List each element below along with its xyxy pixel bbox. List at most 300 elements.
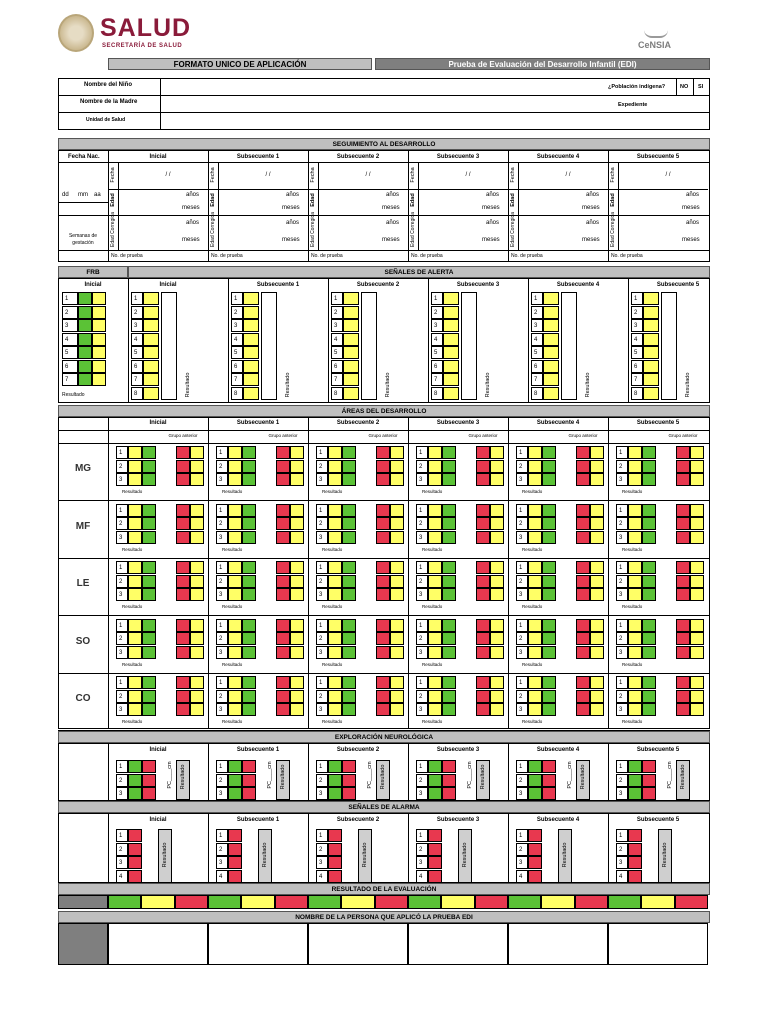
area-prev-yellow[interactable]: [290, 619, 304, 632]
area-yellow[interactable]: [428, 531, 442, 544]
area-yellow[interactable]: [228, 703, 242, 716]
area-yellow[interactable]: [428, 473, 442, 486]
area-yellow[interactable]: [428, 561, 442, 574]
eval-red[interactable]: [675, 895, 708, 909]
area-yellow[interactable]: [128, 588, 142, 601]
area-green[interactable]: [542, 632, 556, 645]
area-yellow[interactable]: [328, 504, 342, 517]
area-yellow[interactable]: [528, 473, 542, 486]
area-red[interactable]: [276, 588, 290, 601]
alert-yellow[interactable]: [243, 319, 259, 332]
frb-yellow[interactable]: [92, 346, 106, 359]
area-yellow[interactable]: [628, 619, 642, 632]
area-green[interactable]: [142, 504, 156, 517]
area-green[interactable]: [642, 676, 656, 689]
area-green[interactable]: [542, 517, 556, 530]
area-red[interactable]: [476, 619, 490, 632]
area-green[interactable]: [642, 446, 656, 459]
area-red[interactable]: [376, 473, 390, 486]
area-green[interactable]: [242, 632, 256, 645]
area-green[interactable]: [142, 460, 156, 473]
area-yellow[interactable]: [328, 703, 342, 716]
applicant-name-field[interactable]: [608, 923, 708, 965]
alert-yellow[interactable]: [343, 346, 359, 359]
area-yellow[interactable]: [628, 473, 642, 486]
area-prev-yellow[interactable]: [590, 703, 604, 716]
alert-yellow[interactable]: [343, 292, 359, 305]
area-red[interactable]: [676, 561, 690, 574]
area-prev-yellow[interactable]: [690, 446, 704, 459]
area-yellow[interactable]: [328, 575, 342, 588]
area-green[interactable]: [242, 588, 256, 601]
area-green[interactable]: [542, 460, 556, 473]
area-yellow[interactable]: [128, 632, 142, 645]
alert-yellow[interactable]: [343, 319, 359, 332]
area-red[interactable]: [176, 575, 190, 588]
seg-date-field[interactable]: / /: [365, 172, 371, 178]
area-prev-yellow[interactable]: [190, 676, 204, 689]
alarm-red[interactable]: [128, 829, 142, 842]
area-yellow[interactable]: [528, 446, 542, 459]
area-green[interactable]: [542, 561, 556, 574]
area-green[interactable]: [442, 619, 456, 632]
alert-yellow[interactable]: [143, 360, 159, 373]
alert-yellow[interactable]: [643, 387, 659, 400]
area-red[interactable]: [276, 504, 290, 517]
frb-yellow[interactable]: [92, 319, 106, 332]
area-green[interactable]: [642, 646, 656, 659]
area-red[interactable]: [476, 531, 490, 544]
area-red[interactable]: [676, 517, 690, 530]
area-green[interactable]: [342, 531, 356, 544]
area-green[interactable]: [542, 588, 556, 601]
area-prev-yellow[interactable]: [290, 676, 304, 689]
area-red[interactable]: [376, 703, 390, 716]
alert-yellow[interactable]: [343, 306, 359, 319]
neuro-green[interactable]: [628, 760, 642, 773]
area-prev-yellow[interactable]: [390, 473, 404, 486]
area-prev-yellow[interactable]: [490, 460, 504, 473]
area-yellow[interactable]: [228, 690, 242, 703]
neuro-green[interactable]: [628, 787, 642, 800]
area-yellow[interactable]: [628, 446, 642, 459]
area-green[interactable]: [342, 588, 356, 601]
neuro-red[interactable]: [242, 774, 256, 787]
area-red[interactable]: [676, 575, 690, 588]
area-prev-yellow[interactable]: [290, 460, 304, 473]
area-yellow[interactable]: [128, 690, 142, 703]
eval-red[interactable]: [175, 895, 208, 909]
area-green[interactable]: [142, 531, 156, 544]
eval-green[interactable]: [608, 895, 641, 909]
area-green[interactable]: [142, 473, 156, 486]
area-prev-yellow[interactable]: [690, 588, 704, 601]
area-prev-yellow[interactable]: [490, 690, 504, 703]
alarm-red[interactable]: [628, 829, 642, 842]
alarm-red[interactable]: [428, 829, 442, 842]
area-prev-yellow[interactable]: [590, 446, 604, 459]
area-red[interactable]: [576, 446, 590, 459]
area-prev-yellow[interactable]: [490, 646, 504, 659]
area-green[interactable]: [242, 690, 256, 703]
neuro-red[interactable]: [142, 760, 156, 773]
area-red[interactable]: [276, 575, 290, 588]
alert-yellow[interactable]: [643, 319, 659, 332]
area-green[interactable]: [242, 646, 256, 659]
area-yellow[interactable]: [128, 703, 142, 716]
neuro-green[interactable]: [228, 760, 242, 773]
area-prev-yellow[interactable]: [490, 531, 504, 544]
area-prev-yellow[interactable]: [690, 460, 704, 473]
area-yellow[interactable]: [228, 446, 242, 459]
area-prev-yellow[interactable]: [590, 504, 604, 517]
area-yellow[interactable]: [228, 619, 242, 632]
area-red[interactable]: [176, 561, 190, 574]
area-prev-yellow[interactable]: [290, 531, 304, 544]
eval-yellow[interactable]: [241, 895, 274, 909]
area-yellow[interactable]: [628, 632, 642, 645]
area-green[interactable]: [142, 561, 156, 574]
alert-yellow[interactable]: [143, 306, 159, 319]
area-yellow[interactable]: [328, 531, 342, 544]
area-prev-yellow[interactable]: [190, 460, 204, 473]
area-red[interactable]: [276, 619, 290, 632]
area-green[interactable]: [142, 703, 156, 716]
indigenous-no[interactable]: NO: [680, 84, 689, 90]
area-prev-yellow[interactable]: [390, 446, 404, 459]
neuro-red[interactable]: [642, 787, 656, 800]
alert-yellow[interactable]: [443, 346, 459, 359]
area-prev-yellow[interactable]: [590, 676, 604, 689]
alarm-red[interactable]: [228, 829, 242, 842]
area-green[interactable]: [442, 632, 456, 645]
neuro-red[interactable]: [542, 787, 556, 800]
eval-green[interactable]: [208, 895, 241, 909]
alarm-red[interactable]: [528, 843, 542, 856]
area-red[interactable]: [376, 676, 390, 689]
area-green[interactable]: [642, 531, 656, 544]
area-red[interactable]: [376, 588, 390, 601]
area-green[interactable]: [242, 531, 256, 544]
area-yellow[interactable]: [528, 531, 542, 544]
area-yellow[interactable]: [228, 473, 242, 486]
area-prev-yellow[interactable]: [290, 690, 304, 703]
alarm-red[interactable]: [428, 870, 442, 883]
area-prev-yellow[interactable]: [490, 561, 504, 574]
neuro-red[interactable]: [442, 787, 456, 800]
area-yellow[interactable]: [128, 646, 142, 659]
frb-yellow[interactable]: [92, 360, 106, 373]
area-red[interactable]: [576, 676, 590, 689]
area-green[interactable]: [442, 561, 456, 574]
alert-yellow[interactable]: [343, 333, 359, 346]
area-red[interactable]: [476, 504, 490, 517]
area-red[interactable]: [176, 473, 190, 486]
area-green[interactable]: [442, 517, 456, 530]
area-red[interactable]: [676, 473, 690, 486]
area-red[interactable]: [376, 619, 390, 632]
area-prev-yellow[interactable]: [590, 632, 604, 645]
alert-yellow[interactable]: [543, 346, 559, 359]
area-yellow[interactable]: [628, 703, 642, 716]
area-red[interactable]: [176, 504, 190, 517]
area-yellow[interactable]: [228, 531, 242, 544]
area-prev-yellow[interactable]: [190, 446, 204, 459]
frb-yellow[interactable]: [92, 292, 106, 305]
alarm-red[interactable]: [328, 870, 342, 883]
area-green[interactable]: [542, 690, 556, 703]
neuro-green[interactable]: [328, 774, 342, 787]
area-prev-yellow[interactable]: [190, 588, 204, 601]
alert-yellow[interactable]: [243, 360, 259, 373]
alert-yellow[interactable]: [643, 373, 659, 386]
alert-yellow[interactable]: [443, 292, 459, 305]
alarm-red[interactable]: [528, 856, 542, 869]
area-red[interactable]: [276, 460, 290, 473]
neuro-green[interactable]: [328, 760, 342, 773]
area-green[interactable]: [142, 676, 156, 689]
area-yellow[interactable]: [428, 632, 442, 645]
area-green[interactable]: [442, 460, 456, 473]
area-prev-yellow[interactable]: [590, 619, 604, 632]
area-green[interactable]: [342, 646, 356, 659]
area-yellow[interactable]: [528, 703, 542, 716]
area-green[interactable]: [442, 676, 456, 689]
alarm-red[interactable]: [228, 856, 242, 869]
area-prev-yellow[interactable]: [590, 473, 604, 486]
area-red[interactable]: [476, 632, 490, 645]
alarm-red[interactable]: [328, 856, 342, 869]
area-yellow[interactable]: [128, 531, 142, 544]
area-prev-yellow[interactable]: [490, 473, 504, 486]
area-red[interactable]: [476, 703, 490, 716]
area-green[interactable]: [342, 703, 356, 716]
area-prev-yellow[interactable]: [390, 703, 404, 716]
area-yellow[interactable]: [328, 517, 342, 530]
eval-yellow[interactable]: [141, 895, 174, 909]
area-yellow[interactable]: [428, 619, 442, 632]
alarm-red[interactable]: [228, 870, 242, 883]
area-red[interactable]: [576, 703, 590, 716]
area-yellow[interactable]: [528, 690, 542, 703]
area-red[interactable]: [176, 619, 190, 632]
area-yellow[interactable]: [528, 588, 542, 601]
alert-yellow[interactable]: [643, 333, 659, 346]
area-prev-yellow[interactable]: [290, 561, 304, 574]
area-yellow[interactable]: [428, 588, 442, 601]
area-red[interactable]: [576, 504, 590, 517]
area-red[interactable]: [576, 646, 590, 659]
area-yellow[interactable]: [328, 632, 342, 645]
alert-yellow[interactable]: [143, 292, 159, 305]
area-yellow[interactable]: [428, 676, 442, 689]
area-red[interactable]: [176, 517, 190, 530]
alarm-red[interactable]: [528, 870, 542, 883]
area-red[interactable]: [176, 531, 190, 544]
area-prev-yellow[interactable]: [590, 460, 604, 473]
area-yellow[interactable]: [528, 504, 542, 517]
area-yellow[interactable]: [328, 690, 342, 703]
area-red[interactable]: [276, 531, 290, 544]
area-green[interactable]: [642, 690, 656, 703]
alert-yellow[interactable]: [343, 387, 359, 400]
area-green[interactable]: [242, 676, 256, 689]
area-red[interactable]: [276, 676, 290, 689]
area-green[interactable]: [642, 504, 656, 517]
applicant-name-field[interactable]: [208, 923, 308, 965]
area-prev-yellow[interactable]: [490, 703, 504, 716]
area-green[interactable]: [242, 517, 256, 530]
alert-yellow[interactable]: [643, 306, 659, 319]
frb-green[interactable]: [78, 292, 92, 305]
area-prev-yellow[interactable]: [590, 531, 604, 544]
area-green[interactable]: [642, 517, 656, 530]
area-red[interactable]: [476, 575, 490, 588]
area-yellow[interactable]: [528, 676, 542, 689]
neuro-red[interactable]: [342, 760, 356, 773]
area-green[interactable]: [442, 703, 456, 716]
alert-yellow[interactable]: [543, 292, 559, 305]
alert-result-box[interactable]: [361, 292, 377, 400]
neuro-red[interactable]: [242, 787, 256, 800]
area-green[interactable]: [242, 703, 256, 716]
seg-date-field[interactable]: / /: [265, 172, 271, 178]
area-green[interactable]: [642, 632, 656, 645]
alert-yellow[interactable]: [243, 373, 259, 386]
alert-yellow[interactable]: [543, 306, 559, 319]
alert-yellow[interactable]: [543, 373, 559, 386]
area-prev-yellow[interactable]: [690, 676, 704, 689]
neuro-red[interactable]: [142, 774, 156, 787]
area-yellow[interactable]: [428, 703, 442, 716]
alert-yellow[interactable]: [543, 319, 559, 332]
frb-yellow[interactable]: [92, 306, 106, 319]
alert-yellow[interactable]: [443, 373, 459, 386]
alarm-red[interactable]: [128, 856, 142, 869]
area-yellow[interactable]: [528, 460, 542, 473]
alarm-red[interactable]: [128, 843, 142, 856]
area-prev-yellow[interactable]: [690, 504, 704, 517]
area-green[interactable]: [442, 504, 456, 517]
area-yellow[interactable]: [628, 588, 642, 601]
alert-yellow[interactable]: [543, 387, 559, 400]
area-green[interactable]: [542, 619, 556, 632]
neuro-green[interactable]: [228, 787, 242, 800]
area-prev-yellow[interactable]: [390, 646, 404, 659]
area-prev-yellow[interactable]: [690, 619, 704, 632]
area-yellow[interactable]: [228, 460, 242, 473]
alarm-red[interactable]: [428, 856, 442, 869]
alert-yellow[interactable]: [143, 387, 159, 400]
area-red[interactable]: [676, 646, 690, 659]
area-prev-yellow[interactable]: [290, 588, 304, 601]
area-prev-yellow[interactable]: [390, 504, 404, 517]
area-green[interactable]: [442, 646, 456, 659]
area-prev-yellow[interactable]: [590, 588, 604, 601]
area-green[interactable]: [342, 473, 356, 486]
area-yellow[interactable]: [228, 646, 242, 659]
area-prev-yellow[interactable]: [190, 531, 204, 544]
area-yellow[interactable]: [628, 690, 642, 703]
area-red[interactable]: [576, 632, 590, 645]
area-yellow[interactable]: [428, 446, 442, 459]
frb-yellow[interactable]: [92, 373, 106, 386]
area-red[interactable]: [476, 588, 490, 601]
area-prev-yellow[interactable]: [290, 473, 304, 486]
area-green[interactable]: [242, 446, 256, 459]
area-red[interactable]: [276, 446, 290, 459]
alert-yellow[interactable]: [443, 360, 459, 373]
alarm-red[interactable]: [328, 843, 342, 856]
area-red[interactable]: [176, 690, 190, 703]
area-yellow[interactable]: [628, 460, 642, 473]
area-green[interactable]: [542, 575, 556, 588]
alert-yellow[interactable]: [143, 333, 159, 346]
area-green[interactable]: [642, 561, 656, 574]
neuro-red[interactable]: [642, 774, 656, 787]
area-prev-yellow[interactable]: [490, 504, 504, 517]
alert-yellow[interactable]: [243, 306, 259, 319]
area-red[interactable]: [576, 517, 590, 530]
area-yellow[interactable]: [328, 561, 342, 574]
area-green[interactable]: [242, 504, 256, 517]
area-red[interactable]: [376, 531, 390, 544]
area-prev-yellow[interactable]: [390, 531, 404, 544]
area-yellow[interactable]: [528, 646, 542, 659]
eval-green[interactable]: [308, 895, 341, 909]
area-green[interactable]: [242, 575, 256, 588]
area-prev-yellow[interactable]: [190, 632, 204, 645]
area-yellow[interactable]: [628, 517, 642, 530]
area-red[interactable]: [176, 703, 190, 716]
neuro-red[interactable]: [342, 787, 356, 800]
area-green[interactable]: [642, 619, 656, 632]
area-red[interactable]: [376, 460, 390, 473]
area-red[interactable]: [576, 619, 590, 632]
area-prev-yellow[interactable]: [490, 632, 504, 645]
area-green[interactable]: [642, 575, 656, 588]
eval-red[interactable]: [475, 895, 508, 909]
area-green[interactable]: [542, 504, 556, 517]
alarm-red[interactable]: [128, 870, 142, 883]
area-prev-yellow[interactable]: [290, 504, 304, 517]
alert-result-box[interactable]: [561, 292, 577, 400]
area-prev-yellow[interactable]: [190, 646, 204, 659]
area-yellow[interactable]: [228, 632, 242, 645]
area-red[interactable]: [376, 690, 390, 703]
area-prev-yellow[interactable]: [390, 561, 404, 574]
area-prev-yellow[interactable]: [590, 575, 604, 588]
area-green[interactable]: [142, 446, 156, 459]
area-yellow[interactable]: [228, 588, 242, 601]
area-yellow[interactable]: [428, 504, 442, 517]
seg-date-field[interactable]: / /: [465, 172, 471, 178]
area-prev-yellow[interactable]: [290, 632, 304, 645]
area-prev-yellow[interactable]: [690, 517, 704, 530]
frb-green[interactable]: [78, 333, 92, 346]
area-prev-yellow[interactable]: [490, 588, 504, 601]
area-red[interactable]: [276, 561, 290, 574]
area-green[interactable]: [142, 690, 156, 703]
neuro-green[interactable]: [628, 774, 642, 787]
area-prev-yellow[interactable]: [290, 646, 304, 659]
neuro-red[interactable]: [342, 774, 356, 787]
area-yellow[interactable]: [228, 504, 242, 517]
alert-yellow[interactable]: [643, 292, 659, 305]
area-red[interactable]: [176, 646, 190, 659]
area-red[interactable]: [176, 632, 190, 645]
area-yellow[interactable]: [128, 575, 142, 588]
